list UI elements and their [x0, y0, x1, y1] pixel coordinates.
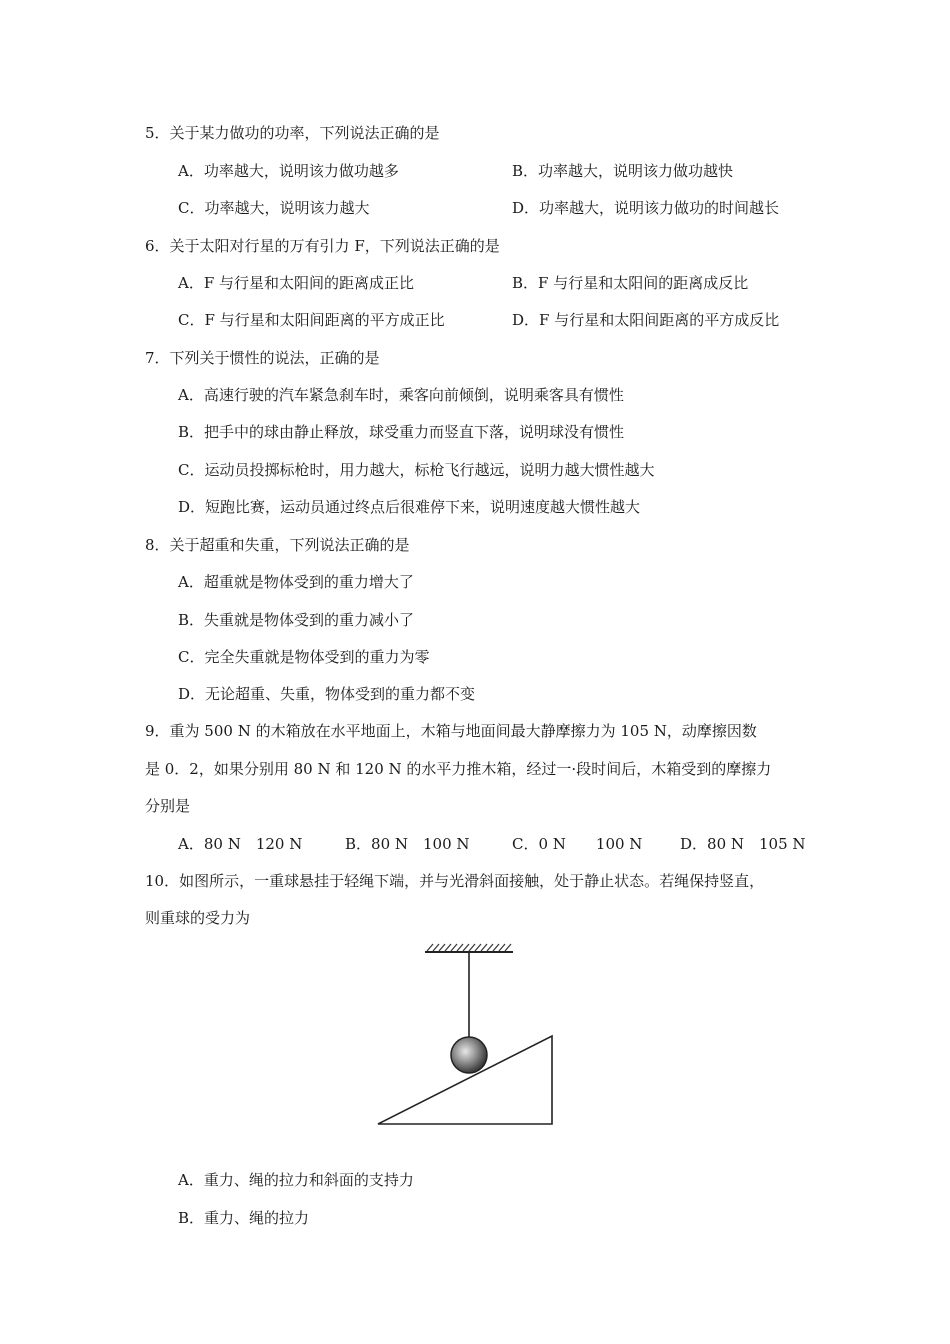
q7-stem: 7．下列关于惯性的说法，正确的是 — [145, 349, 380, 367]
q6-option-c: C．F 与行星和太阳间距离的平方成正比 — [178, 311, 445, 329]
q5-option-b: B．功率越大，说明该力做功越快 — [512, 162, 734, 180]
q6-option-b: B．F 与行星和太阳间的距离成反比 — [512, 274, 749, 292]
q10-stem-line1: 10．如图所示，一重球悬挂于轻绳下端，并与光滑斜面接触，处于静止状态。若绳保持竖直， — [145, 872, 765, 890]
q8-option-b: B．失重就是物体受到的重力减小了 — [178, 611, 415, 629]
q9-option-d: D．80 N 105 N — [680, 835, 806, 853]
q7-option-c: C．运动员投掷标枪时，用力越大，标枪飞行越远，说明力越大惯性越大 — [178, 461, 655, 479]
q6-option-a: A．F 与行星和太阳间的距离成正比 — [178, 274, 415, 292]
q9-stem-line2: 是 0．2，如果分别用 80 N 和 120 N 的水平力推木箱，经过一·段时间后，木箱受到的摩擦力 — [145, 760, 772, 778]
q5-option-c: C．功率越大，说明该力越大 — [178, 199, 370, 217]
q5-stem: 5．关于某力做功的功率，下列说法正确的是 — [145, 124, 440, 142]
q9-stem-line3: 分别是 — [145, 797, 191, 815]
ball — [451, 1037, 487, 1073]
q9-option-c: C．0 N 100 N — [512, 835, 643, 853]
q5-option-d: D．功率越大，说明该力做功的时间越长 — [512, 199, 780, 217]
q7-option-b: B．把手中的球由静止释放，球受重力而竖直下落，说明球没有惯性 — [178, 423, 625, 441]
q8-option-d: D．无论超重、失重，物体受到的重力都不变 — [178, 685, 476, 703]
q10-stem-line2: 则重球的受力为 — [145, 909, 251, 927]
q7-option-a: A．高速行驶的汽车紧急刹车时，乘客向前倾倒，说明乘客具有惯性 — [178, 386, 624, 404]
q10-option-a: A．重力、绳的拉力和斜面的支持力 — [178, 1171, 414, 1189]
q8-option-a: A．超重就是物体受到的重力增大了 — [178, 573, 414, 591]
q5-option-a: A．功率越大，说明该力做功越多 — [178, 162, 399, 180]
q9-stem-line1: 9．重为 500 N 的木箱放在水平地面上，木箱与地面间最大静摩擦力为 105 N，动摩擦因数 — [145, 722, 757, 740]
q6-stem: 6．关于太阳对行星的万有引力 F，下列说法正确的是 — [145, 237, 500, 255]
q8-stem: 8．关于超重和失重，下列说法正确的是 — [145, 536, 410, 554]
q8-option-c: C．完全失重就是物体受到的重力为零 — [178, 648, 430, 666]
hanging-ball-incline-diagram — [360, 930, 580, 1135]
q7-option-d: D．短跑比赛，运动员通过终点后很难停下来，说明速度越大惯性越大 — [178, 498, 641, 516]
q9-option-b: B．80 N 100 N — [345, 835, 470, 853]
q9-option-a: A．80 N 120 N — [178, 835, 303, 853]
q6-option-d: D．F 与行星和太阳间距离的平方成反比 — [512, 311, 780, 329]
ceiling-support — [425, 944, 513, 952]
q10-option-b: B．重力、绳的拉力 — [178, 1209, 310, 1227]
